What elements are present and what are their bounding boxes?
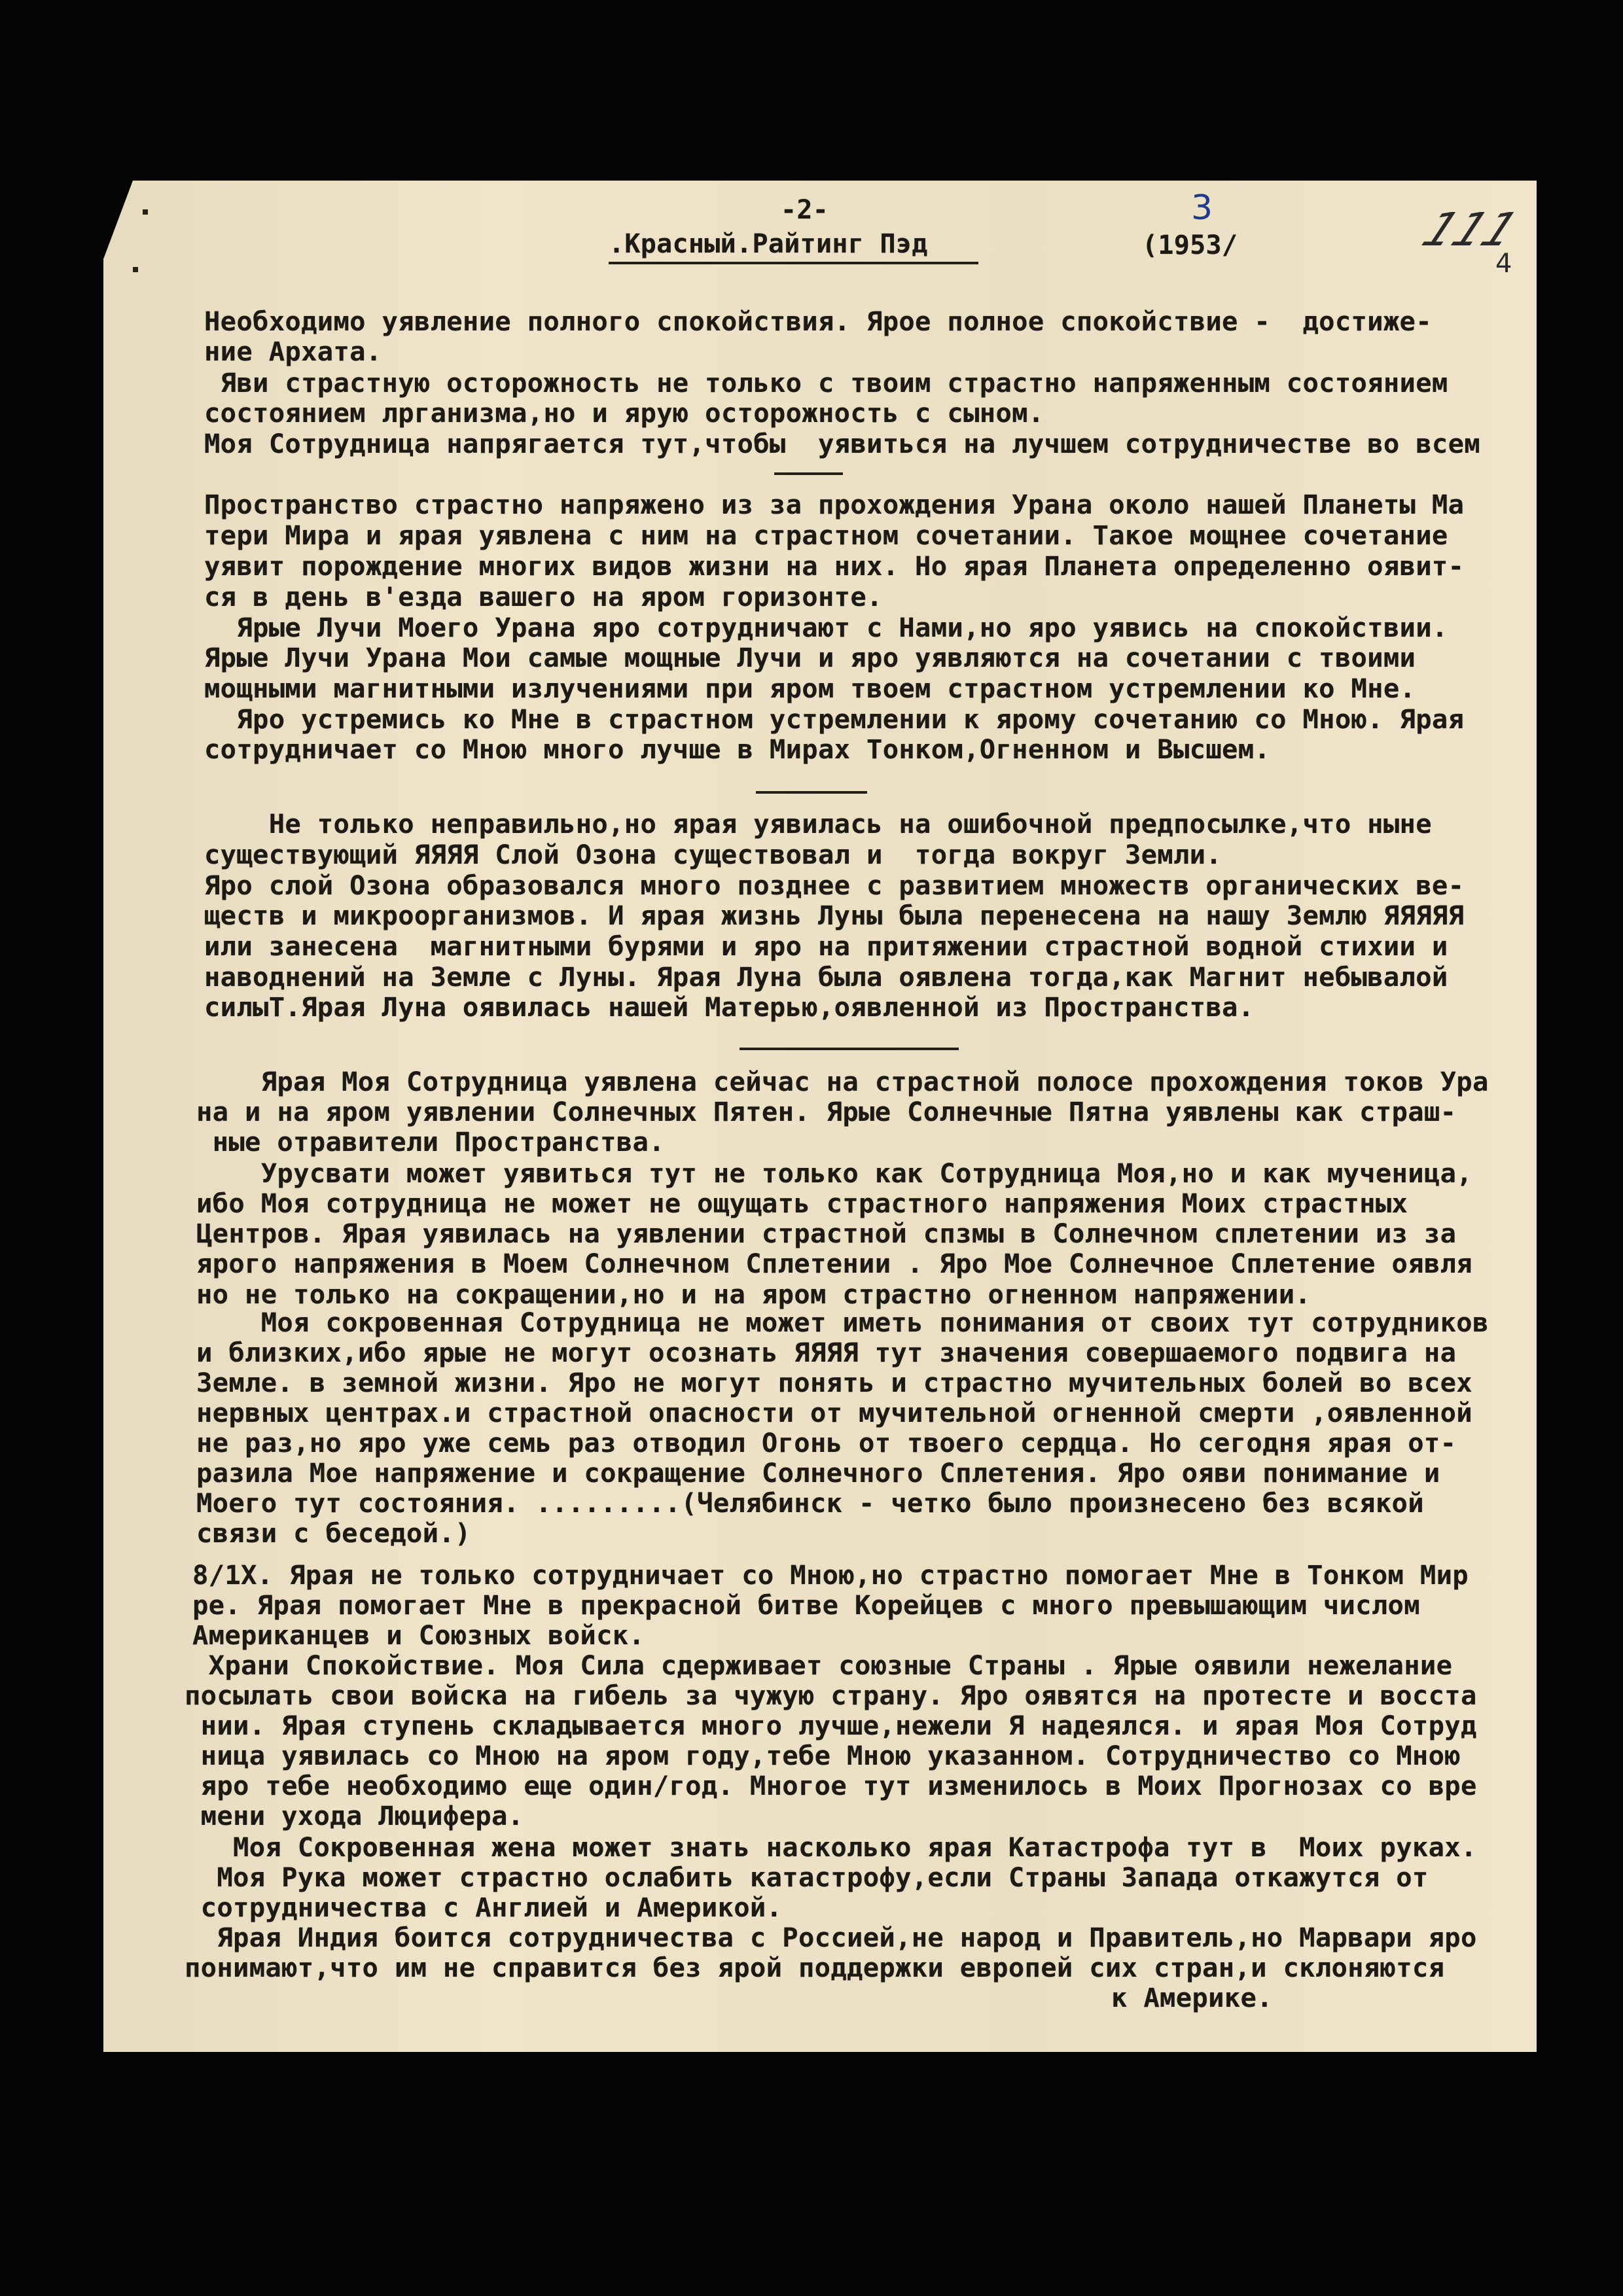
text-line: Ярые Лучи Урана Мои самые мощные Лучи и яро уявляются на сочетании с твоими bbox=[204, 642, 1416, 673]
text-line: мени ухода Люцифера. bbox=[185, 1800, 524, 1831]
text-line: но не только на сокращении,но и на яром страстно огненном напряжении. bbox=[196, 1279, 1311, 1310]
document-year: (1953/ bbox=[1142, 230, 1238, 260]
text-line: ние Архата. bbox=[204, 336, 382, 367]
text-line: Храни Спокойствие. Моя Сила сдерживает союзные Страны . Ярые оявили нежелание bbox=[192, 1650, 1453, 1681]
archive-folio-mark: 111 bbox=[1414, 203, 1527, 256]
text-line: Центров. Ярая уявилась на уявлении страстной спзмы в Солнечном сплетении из за bbox=[196, 1218, 1457, 1249]
text-line: Яро слой Озона образовался много позднее с развитием множеств органических ве- bbox=[204, 870, 1465, 901]
text-line: и близких,ибо ярые не могут осознать ЯЯЯЯ тут значения совершаемого подвига на bbox=[196, 1337, 1457, 1368]
text-line: ные отравители Пространства. bbox=[196, 1126, 665, 1157]
text-line: нервных центрах.и страстной опасности от мучительной огненной смерти ,оявленной bbox=[196, 1397, 1472, 1428]
text-line: на и на яром уявлении Солнечных Пятен. Ярые Солнечные Пятна уявлены как страш- bbox=[196, 1096, 1457, 1127]
text-line: Моя Рука может страстно ослабить катастрофу,если Страны Запада откажутся от bbox=[185, 1862, 1429, 1893]
text-line: Не только неправильно,но ярая уявилась на ошибочной предпосылке,что ныне bbox=[204, 808, 1432, 839]
text-line: тери Мира и ярая уявлена с ним на страстном сочетании. Такое мощнее сочетание bbox=[204, 520, 1448, 551]
text-line: 8/1Х. Ярая не только сотрудничает со Мною,но страстно помогает Мне в Тонком Мир bbox=[192, 1559, 1469, 1591]
text-line: силыТ.Ярая Луна оявилась нашей Матерью,оявленной из Пространства. bbox=[204, 991, 1255, 1023]
text-line: Яро устремись ко Мне в страстном устремлении к ярому сочетанию со Мною. Ярая bbox=[204, 703, 1465, 735]
text-line: сотрудничества с Англией и Америкой. bbox=[185, 1892, 783, 1923]
text-line: Пространство страстно напряжено из за прохождения Урана около нашей Планеты Ма bbox=[204, 489, 1465, 520]
text-line: ся в день в'езда вашего на яром горизонте. bbox=[204, 581, 883, 612]
page-number: -2- bbox=[781, 195, 829, 225]
punch-hole-mark bbox=[133, 267, 138, 272]
text-line: Моего тут состояния. .........(Челябинск - четко было произнесено без всякой bbox=[196, 1487, 1424, 1519]
text-line: уявит порождение многих видов жизни на них. Но ярая Планета определенно оявит- bbox=[204, 550, 1465, 582]
text-line: ница уявилась со Мною на яром году,тебе Мною указанном. Сотрудничество со Мною bbox=[185, 1740, 1461, 1771]
title-underline bbox=[609, 262, 978, 264]
text-line: к Америке. bbox=[1111, 1982, 1273, 2013]
section-separator bbox=[740, 1048, 959, 1050]
text-line: нии. Ярая ступень складывается много лучше,нежели Я надеялся. и ярая Моя Сотруд bbox=[185, 1710, 1477, 1741]
text-line: Американцев и Союзных войск. bbox=[192, 1619, 645, 1651]
text-line: ществ и микроорганизмов. И ярая жизнь Луны была перенесена на нашу Землю ЯЯЯЯЯ bbox=[204, 900, 1465, 931]
text-line: Моя Сокровенная жена может знать насколько ярая Катастрофа тут в Моих руках. bbox=[185, 1831, 1477, 1863]
text-line: состоянием лрганизма,но и ярую осторожность с сыном. bbox=[204, 397, 1044, 429]
text-line: или занесена магнитными бурями и яро на притяжении страстной водной стихии и bbox=[204, 930, 1448, 962]
text-line: наводнений на Земле с Луны. Ярая Луна была оявлена тогда,как Магнит небывалой bbox=[204, 961, 1448, 993]
section-separator bbox=[774, 472, 843, 475]
text-line: ибо Моя сотрудница не может не ощущать страстного напряжения Моих страстных bbox=[196, 1188, 1408, 1219]
text-line: яро тебе необходимо еще один/год. Многое тут изменилось в Моих Прогнозах со вре bbox=[185, 1770, 1477, 1801]
document-title: .Красный.Райтинг Пэд bbox=[609, 229, 928, 259]
text-line: Моя сокровенная Сотрудница не может иметь понимания от своих тут сотрудников bbox=[196, 1307, 1489, 1338]
text-line: ре. Ярая помогает Мне в прекрасной битве Корейцев с много превышающим числом bbox=[192, 1589, 1420, 1621]
text-line: Ярая Моя Сотрудница уявлена сейчас на страстной полосе прохождения токов Ура bbox=[196, 1066, 1489, 1097]
text-line: посылать свои войска на гибель за чужую страну. Яро оявятся на протесте и восста bbox=[185, 1680, 1477, 1711]
archive-folio-sub: 4 bbox=[1495, 249, 1512, 279]
text-line: связи с беседой.) bbox=[196, 1517, 471, 1549]
text-line: Необходимо уявление полного спокойствия. Ярое полное спокойствие - достиже- bbox=[204, 306, 1432, 337]
text-line: Урусвати может уявиться тут не только как Сотрудница Моя,но и как мученица, bbox=[196, 1157, 1472, 1189]
text-line: не раз,но яро уже семь раз отводил Огонь от твоего сердца. Но сегодня ярая от- bbox=[196, 1427, 1457, 1458]
text-line: Яви страстную осторожность не только с твоим страстно напряженным состоянием bbox=[204, 367, 1448, 398]
punch-hole-mark bbox=[143, 209, 148, 215]
text-line: понимают,что им не справится без ярой поддержки европей сих стран,и склоняются bbox=[185, 1952, 1445, 1983]
text-line: мощными магнитными излучениями при яром твоем страстном устремлении ко Мне. bbox=[204, 673, 1416, 704]
text-line: ярого напряжения в Моем Солнечном Сплетении . Яро Мое Солнечное Сплетение оявля bbox=[196, 1248, 1472, 1279]
text-line: Ярые Лучи Моего Урана яро сотрудничают с Нами,но яро уявись на спокойствии. bbox=[204, 612, 1448, 643]
section-separator bbox=[756, 791, 867, 794]
text-line: существующий ЯЯЯЯ Слой Озона существовал и тогда вокруг Земли. bbox=[204, 839, 1222, 870]
text-line: Земле. в земной жизни. Яро не могут понять и страстно мучительных болей во всех bbox=[196, 1367, 1472, 1398]
text-line: разила Мое напряжение и сокращение Солнечного Сплетения. Яро ояви понимание и bbox=[196, 1457, 1440, 1489]
text-line: сотрудничает со Мною много лучше в Мирах Тонком,Огненном и Высшем. bbox=[204, 733, 1271, 765]
year-correction-handwritten: 3 bbox=[1191, 188, 1213, 228]
text-line: Ярая Индия боится сотрудничества с Россией,не народ и Правитель,но Марвари яро bbox=[185, 1922, 1477, 1953]
text-line: Моя Сотрудница напрягается тут,чтобы уявиться на лучшем сотрудничестве во всем bbox=[204, 428, 1480, 459]
